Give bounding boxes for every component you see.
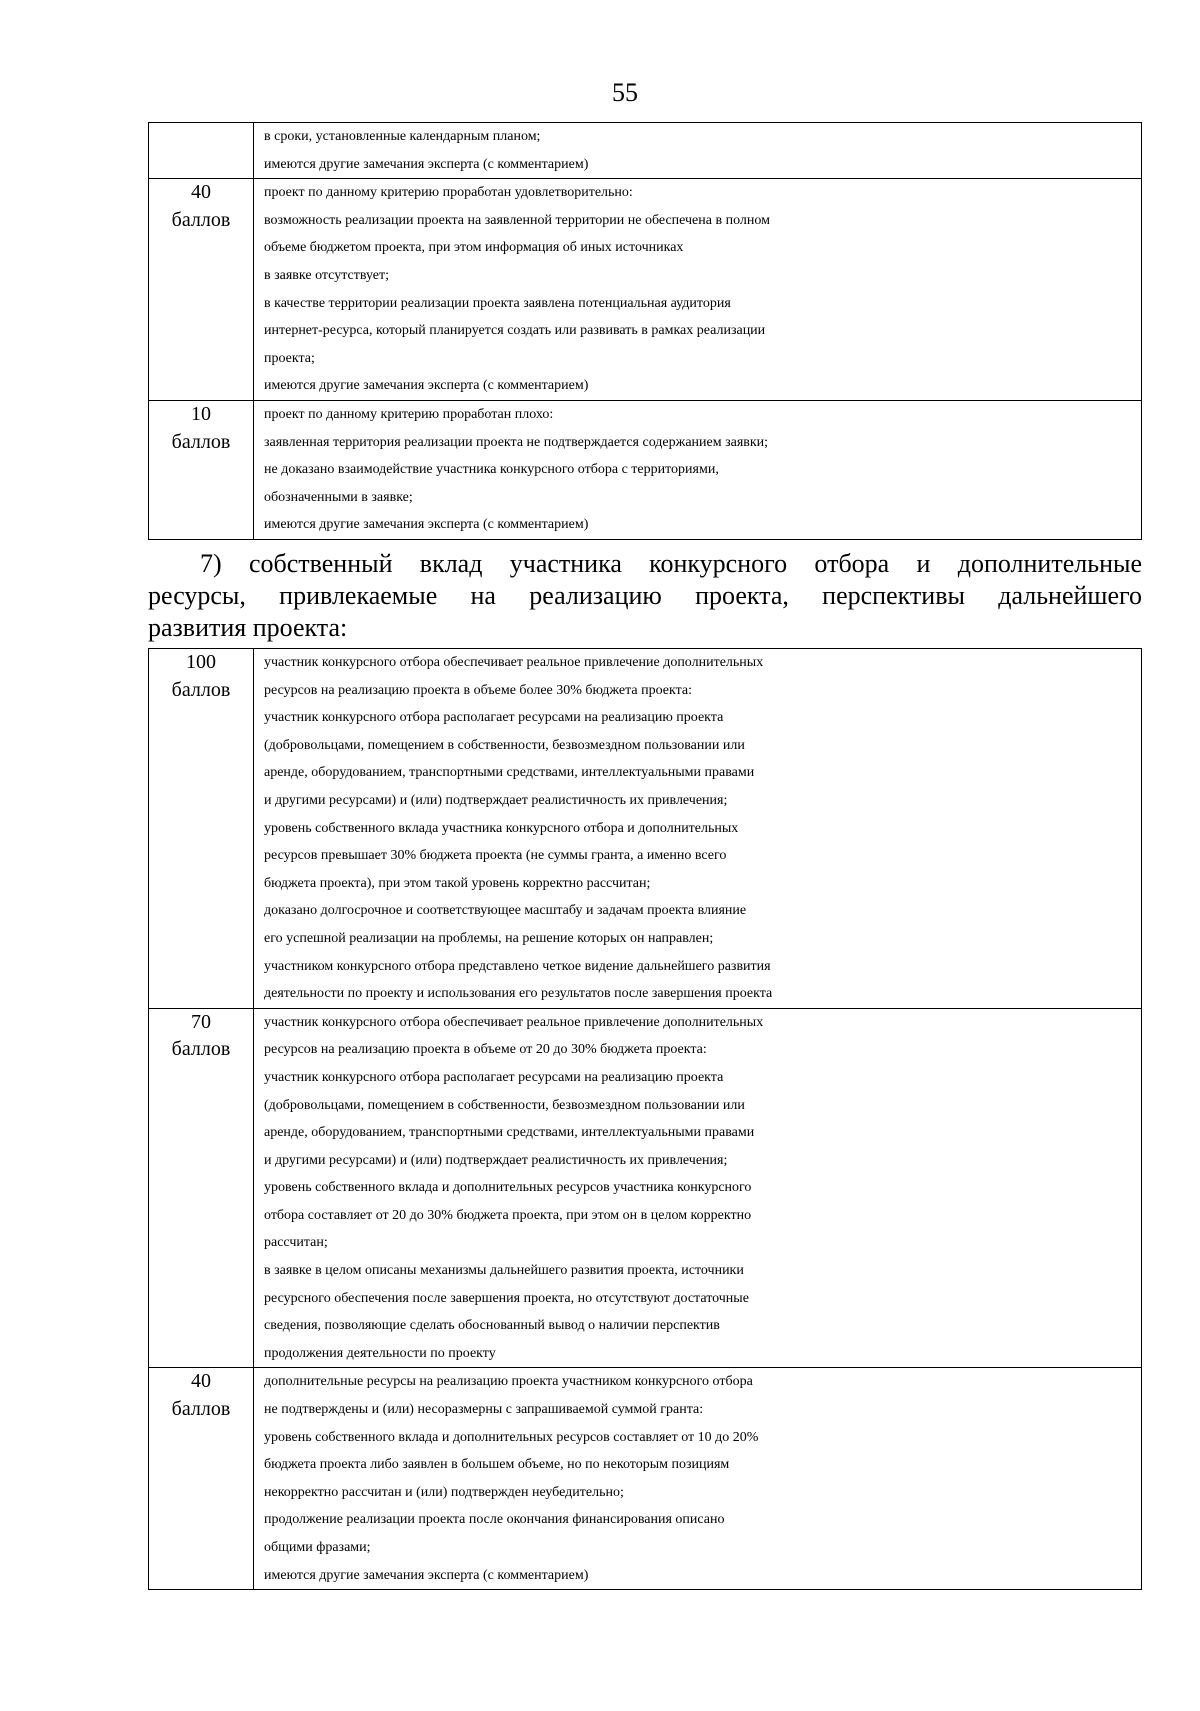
description-line: проект по данному критерию проработан удовлетворительно: [264, 185, 633, 201]
description-line: в заявке в целом описаны механизмы дальнейшего развития проекта, источники [264, 1263, 744, 1279]
criteria-row [149, 179, 1142, 401]
score-unit: баллов [171, 1038, 231, 1061]
description-line: в заявке отсутствует; [264, 267, 389, 283]
section-7-line: ресурсы, привлекаемые на реализацию проекта, перспективы дальнейшего [148, 581, 1142, 610]
description-line: некорректно рассчитан и (или) подтвержден неубедительно; [264, 1484, 624, 1500]
section-7-line: 7) собственный вклад участника конкурсного отбора и дополнительные [200, 549, 1142, 578]
description-line: не подтверждены и (или) несоразмерны с запрашиваемой суммой гранта: [264, 1402, 704, 1418]
description-line: в сроки, установленные календарным планом; [264, 129, 541, 144]
score-unit: баллов [171, 1398, 231, 1421]
description-line: (добровольцами, помещением в собственности, безвозмездном пользовании или [264, 737, 745, 753]
description-line: участником конкурсного отбора представлено четкое видение дальнейшего развития [264, 958, 771, 974]
criteria-row [149, 400, 1142, 539]
description-line: доказано долгосрочное и соответствующее масштабу и задачам проекта влияние [264, 903, 747, 919]
description-line: уровень собственного вклада участника конкурсного отбора и дополнительных [264, 820, 739, 836]
description-line: возможность реализации проекта на заявленной территории не обеспечена в полном [264, 212, 770, 228]
description-line: уровень собственного вклада и дополнительных ресурсов составляет от 10 до 20% [264, 1429, 759, 1445]
description-cell [254, 1008, 1142, 1368]
description-line: проекта; [264, 350, 315, 366]
description-line: проект по данному критерию проработан плохо: [264, 406, 554, 422]
score-unit: баллов [171, 678, 231, 701]
description-line: участник конкурсного отбора располагает ресурсами на реализацию проекта [264, 1069, 724, 1085]
description-line: не доказано взаимодействие участника конкурсного отбора с территориями, [264, 462, 719, 478]
description-cell [254, 649, 1142, 1009]
description-line: (добровольцами, помещением в собственности, безвозмездном пользовании или [264, 1097, 745, 1113]
score-unit: баллов [171, 208, 231, 231]
score-cell [149, 649, 254, 1009]
description-cell [254, 1368, 1142, 1590]
description-line: общими фразами; [264, 1540, 371, 1555]
description-line: бюджета проекта), при этом такой уровень корректно рассчитан; [264, 875, 651, 891]
criteria-table-7 [148, 648, 1142, 1590]
description-line: сведения, позволяющие сделать обоснованный вывод о наличии перспектив [264, 1318, 720, 1334]
criteria-row [149, 1368, 1142, 1590]
description-line: его успешной реализации на проблемы, на решение которых он направлен; [264, 930, 714, 946]
description-line: интернет-ресурса, который планируется создать или развивать в рамках реализации [264, 323, 766, 339]
score-value: 40 [191, 181, 211, 204]
description-line: участник конкурсного отбора обеспечивает реальное привлечение дополнительных [264, 655, 764, 670]
description-line: имеются другие замечания эксперта (с комментарием) [264, 378, 589, 394]
score-unit: баллов [171, 430, 231, 453]
criteria-row [149, 1008, 1142, 1368]
description-line: ресурсов на реализацию проекта в объеме от 20 до 30% бюджета проекта: [264, 1042, 707, 1058]
description-line: аренде, оборудованием, транспортными средствами, интеллектуальными правами [264, 765, 755, 781]
description-line: имеются другие замечания эксперта (с комментарием) [264, 156, 589, 172]
description-line: заявленная территория реализации проекта не подтверждается содержанием заявки; [264, 434, 769, 450]
description-line: имеются другие замечания эксперта (с комментарием) [264, 517, 589, 533]
description-line: в качестве территории реализации проекта заявлена потенциальная аудитория [264, 295, 731, 311]
description-line: дополнительные ресурсы на реализацию проекта участником конкурсного отбора [264, 1374, 753, 1390]
description-line: и другими ресурсами) и (или) подтверждает реалистичность их привлечения; [264, 1152, 728, 1168]
description-line: продолжение реализации проекта после окончания финансирования описано [264, 1512, 725, 1528]
score-cell [149, 400, 254, 539]
score-cell [149, 1368, 254, 1590]
description-line: имеются другие замечания эксперта (с комментарием) [264, 1567, 589, 1583]
description-line: участник конкурсного отбора обеспечивает реальное привлечение дополнительных [264, 1014, 764, 1030]
score-cell [149, 1008, 254, 1368]
description-line: ресурсов на реализацию проекта в объеме более 30% бюджета проекта: [264, 682, 693, 698]
score-value: 70 [191, 1010, 211, 1033]
score-value: 100 [186, 651, 216, 673]
criteria-table-6 [148, 122, 1142, 540]
description-line: продолжения деятельности по проекту [264, 1345, 496, 1361]
description-cell [254, 400, 1142, 539]
description-line: уровень собственного вклада и дополнительных ресурсов участника конкурсного [264, 1180, 752, 1196]
score-cell [149, 179, 254, 401]
criteria-row [149, 649, 1142, 1009]
description-cell [254, 123, 1142, 179]
description-line: деятельности по проекту и использования его результатов после завершения проекта [264, 986, 773, 1002]
section-7-line: развития проекта: [148, 613, 348, 642]
description-line: обозначенными в заявке; [264, 489, 413, 505]
description-line: объеме бюджетом проекта, при этом информация об иных источниках [264, 240, 684, 256]
score-value: 10 [191, 402, 211, 425]
description-line: ресурсов превышает 30% бюджета проекта (не суммы гранта, а именно всего [264, 848, 727, 864]
criteria-row [149, 123, 1142, 179]
description-line: рассчитан; [264, 1235, 328, 1251]
page-number: 55 [612, 78, 638, 107]
section-7-heading [148, 548, 1142, 644]
score-value: 40 [191, 1370, 211, 1393]
description-cell [254, 179, 1142, 401]
description-line: аренде, оборудованием, транспортными средствами, интеллектуальными правами [264, 1125, 755, 1141]
description-line: и другими ресурсами) и (или) подтверждает реалистичность их привлечения; [264, 792, 728, 808]
description-line: отбора составляет от 20 до 30% бюджета проекта, при этом он в целом корректно [264, 1207, 752, 1223]
description-line: бюджета проекта либо заявлен в большем объеме, но по некоторым позициям [264, 1457, 730, 1473]
description-line: участник конкурсного отбора располагает ресурсами на реализацию проекта [264, 710, 724, 726]
score-cell [149, 123, 254, 179]
description-line: ресурсного обеспечения после завершения проекта, но отсутствуют достаточные [264, 1290, 749, 1306]
